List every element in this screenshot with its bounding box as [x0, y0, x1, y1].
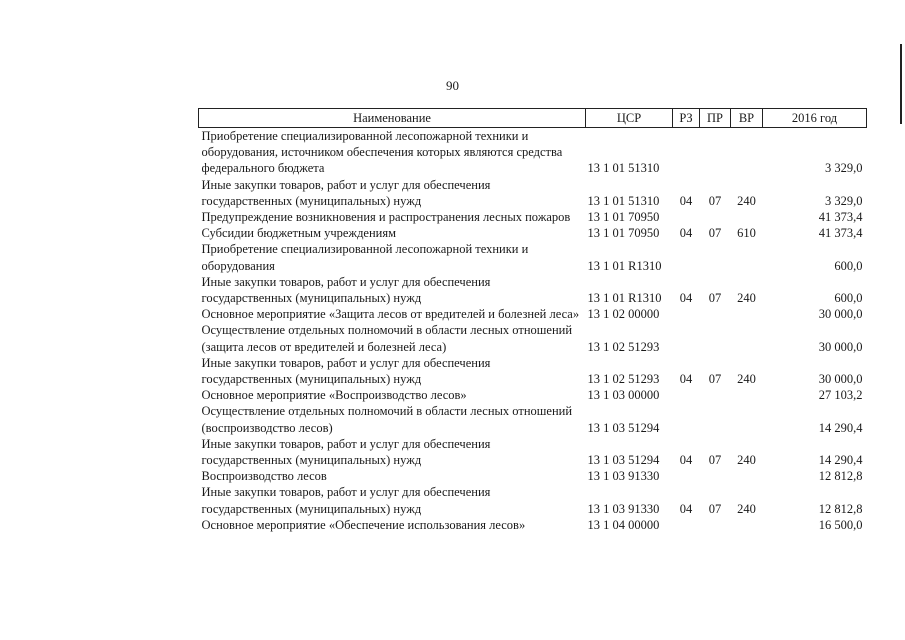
row-vr: 240 [737, 453, 756, 468]
row-csr: 13 1 02 00000 [587, 307, 660, 322]
table-row [199, 225, 867, 241]
row-rz [673, 306, 700, 322]
row-csr: 13 1 03 91330 [587, 501, 660, 516]
table-header [199, 109, 867, 128]
row-rz: 04 [679, 501, 693, 516]
row-rz [673, 403, 700, 435]
row-pr: 07 [708, 501, 722, 516]
row-csr: 13 1 01 70950 [587, 226, 660, 241]
row-pr: 07 [708, 226, 722, 241]
row-vr [731, 306, 763, 322]
row-vr [731, 209, 763, 225]
row-pr [700, 517, 731, 533]
row-vr [731, 128, 763, 177]
header-name: Наименование [199, 109, 586, 128]
row-name: Иные закупки товаров, работ и услуг для обеспечения государственных (муниципальных) нужд [201, 355, 491, 387]
row-rz [673, 241, 700, 273]
row-pr [700, 387, 731, 403]
table-row [199, 306, 867, 322]
row-amount: 14 290,4 [818, 420, 863, 435]
row-amount: 30 000,0 [818, 339, 863, 354]
table-row [199, 128, 867, 177]
table-body [199, 128, 867, 534]
row-pr [700, 241, 731, 273]
row-amount: 600,0 [834, 291, 863, 306]
row-name: Основное мероприятие «Воспроизводство лесов» [201, 388, 467, 403]
row-vr [731, 387, 763, 403]
row-csr: 13 1 01 R1310 [587, 291, 662, 306]
table-row [199, 177, 867, 209]
row-rz [673, 387, 700, 403]
row-name: Иные закупки товаров, работ и услуг для обеспечения государственных (муниципальных) нужд [201, 274, 491, 306]
row-name: Субсидии бюджетным учреждениям [201, 226, 397, 241]
table-row [199, 274, 867, 306]
row-csr: 13 1 01 R1310 [587, 258, 662, 273]
row-vr [731, 403, 763, 435]
row-pr [700, 403, 731, 435]
row-vr [731, 322, 763, 354]
table-row [199, 209, 867, 225]
row-amount: 27 103,2 [818, 388, 863, 403]
row-name: Осуществление отдельных полномочий в области лесных отношений (воспроизводство лесов) [201, 404, 573, 435]
row-name: Приобретение специализированной лесопожарной техники и оборудования, источником обеспечения которых являются средства федерального бюджета [201, 129, 563, 176]
row-vr: 240 [737, 193, 756, 208]
row-csr: 13 1 03 51294 [587, 420, 660, 435]
table-row [199, 484, 867, 516]
table-row [199, 241, 867, 273]
row-pr [700, 322, 731, 354]
row-vr [731, 517, 763, 533]
row-csr: 13 1 01 51310 [587, 193, 660, 208]
row-name: Осуществление отдельных полномочий в области лесных отношений (защита лесов от вредителей и болезней леса) [201, 323, 573, 354]
row-rz: 04 [679, 372, 693, 387]
table-row [199, 403, 867, 435]
row-csr: 13 1 02 51293 [587, 372, 660, 387]
row-pr [700, 468, 731, 484]
row-amount: 41 373,4 [818, 226, 863, 241]
row-amount: 600,0 [834, 258, 863, 273]
row-vr: 240 [737, 501, 756, 516]
row-rz [673, 128, 700, 177]
row-amount: 41 373,4 [818, 210, 863, 225]
row-csr: 13 1 04 00000 [587, 517, 660, 532]
row-name: Иные закупки товаров, работ и услуг для обеспечения государственных (муниципальных) нужд [201, 485, 491, 516]
row-pr: 07 [708, 372, 722, 387]
table-row [199, 468, 867, 484]
header-vr: ВР [731, 109, 763, 128]
header-pr: ПР [700, 109, 731, 128]
row-rz: 04 [679, 193, 693, 208]
row-amount: 14 290,4 [818, 453, 863, 468]
table-row [199, 517, 867, 533]
row-name: Основное мероприятие «Защита лесов от вредителей и болезней леса» [201, 307, 580, 322]
row-name: Приобретение специализированной лесопожарной техники и оборудования [201, 242, 529, 273]
page-number: 90 [446, 78, 459, 93]
row-vr: 240 [737, 372, 756, 387]
row-amount: 3 329,0 [825, 193, 863, 208]
row-csr: 13 1 01 70950 [587, 210, 660, 225]
row-amount: 30 000,0 [818, 307, 863, 322]
row-rz [673, 209, 700, 225]
row-csr: 13 1 03 00000 [587, 388, 660, 403]
row-csr: 13 1 01 51310 [587, 161, 660, 176]
row-pr: 07 [708, 453, 722, 468]
row-vr [731, 241, 763, 273]
table-row [199, 387, 867, 403]
row-pr [700, 128, 731, 177]
row-name: Воспроизводство лесов [201, 469, 327, 484]
row-amount: 30 000,0 [818, 372, 863, 387]
row-name: Предупреждение возникновения и распространения лесных пожаров [201, 210, 571, 225]
row-csr: 13 1 03 91330 [587, 469, 660, 484]
row-vr [731, 468, 763, 484]
row-pr: 07 [708, 291, 722, 306]
row-name: Основное мероприятие «Обеспечение использования лесов» [201, 517, 526, 532]
row-amount: 12 812,8 [818, 501, 863, 516]
row-name: Иные закупки товаров, работ и услуг для обеспечения государственных (муниципальных) нужд [201, 436, 491, 468]
row-rz [673, 468, 700, 484]
row-pr: 07 [708, 193, 722, 208]
header-year: 2016 год [763, 109, 867, 128]
row-rz [673, 322, 700, 354]
header-row [199, 109, 867, 128]
row-name: Иные закупки товаров, работ и услуг для обеспечения государственных (муниципальных) нужд [201, 177, 491, 208]
header-rz: РЗ [673, 109, 700, 128]
row-pr [700, 306, 731, 322]
row-amount: 16 500,0 [818, 517, 863, 532]
row-csr: 13 1 03 51294 [587, 453, 660, 468]
header-csr: ЦСР [586, 109, 673, 128]
table-row [199, 355, 867, 387]
table-row [199, 322, 867, 354]
row-csr: 13 1 02 51293 [587, 339, 660, 354]
row-rz: 04 [679, 453, 693, 468]
row-rz [673, 517, 700, 533]
row-vr: 240 [737, 291, 756, 306]
row-rz: 04 [679, 291, 693, 306]
row-rz: 04 [679, 226, 693, 241]
row-amount: 12 812,8 [818, 469, 863, 484]
budget-table [198, 108, 867, 533]
row-pr [700, 209, 731, 225]
row-amount: 3 329,0 [825, 161, 863, 176]
table-row [199, 436, 867, 468]
row-vr: 610 [737, 226, 756, 241]
